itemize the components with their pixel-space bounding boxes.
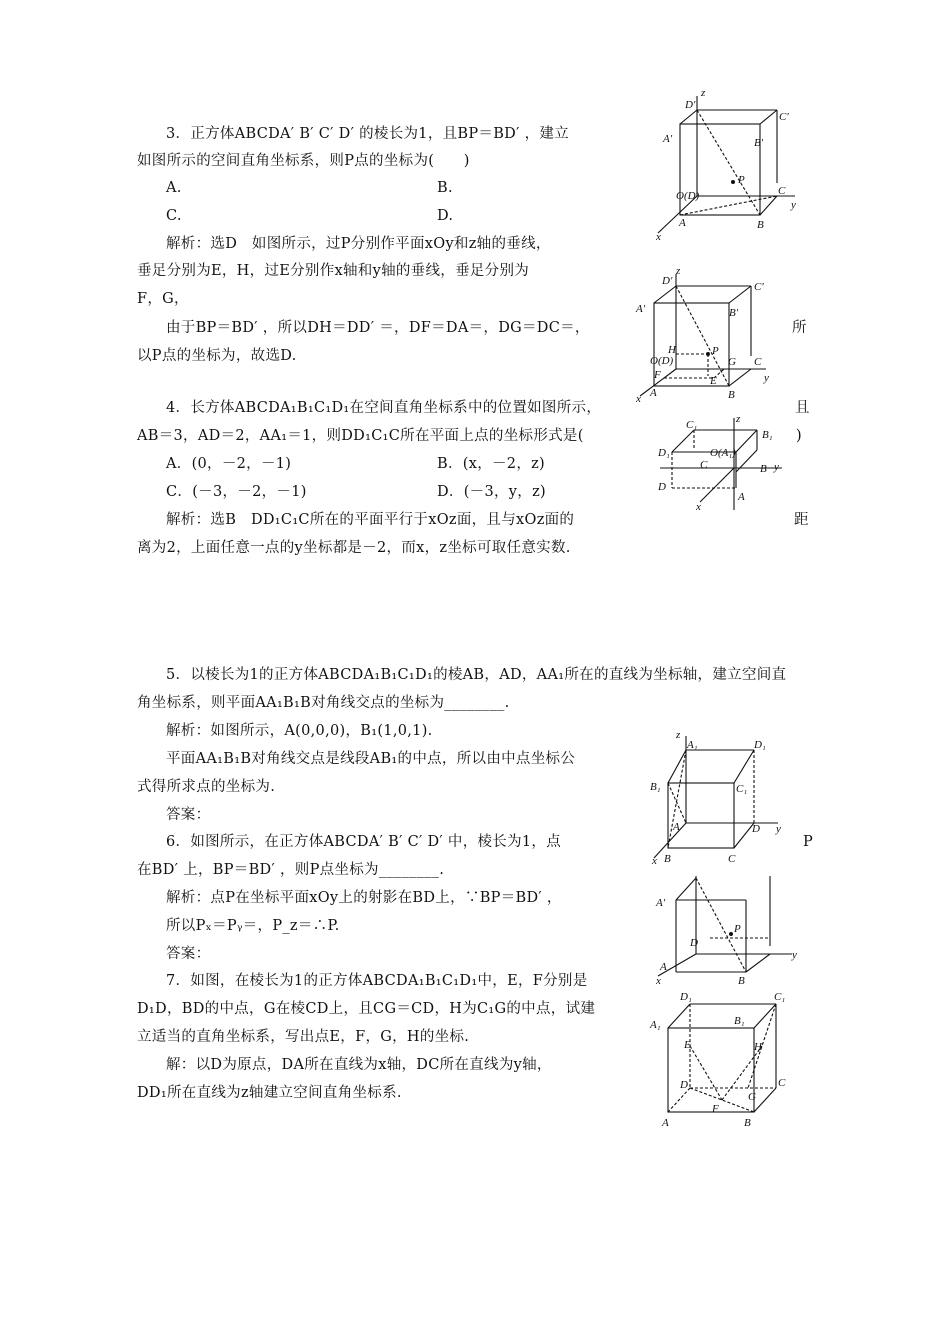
fig1-label: z (701, 87, 706, 99)
fig3-label: C (700, 459, 708, 471)
fig3-label: D (658, 481, 666, 493)
q6-text-line: 6．如图所示，在正方体ABCDA′ B′ C′ D′ 中，棱长为1，点 (166, 834, 562, 850)
q6-solution-line: 所以Pₓ＝Pᵧ＝，P_z＝∴P. (166, 918, 340, 934)
fig4-label: D₁ (754, 739, 766, 751)
fig6-label: A₁ (650, 1019, 661, 1031)
q4-text-line-end: 且 (795, 400, 810, 416)
fig1-label: O(D) (676, 190, 700, 202)
fig2-label: P (712, 345, 719, 357)
fig6-label: D (680, 1079, 688, 1091)
fig6-label: A (662, 1117, 669, 1129)
fig3-label: B₁ (762, 429, 773, 441)
fig3-label: C₁ (686, 419, 698, 431)
cube-figure-5 (650, 876, 810, 986)
fig2-label: B′ (729, 307, 739, 319)
q5-solution-line: 式得所求点的坐标为. (137, 779, 276, 795)
fig2-label: G (728, 356, 736, 368)
q3-option-c: C. (166, 208, 182, 224)
fig1-label: C (778, 185, 786, 197)
fig3-label: y (774, 461, 779, 473)
q7-text-line: D₁D，BD的中点，G在棱CD上，且CG＝CD，H为C₁G的中点，试建 (137, 1001, 596, 1017)
fig1-label: B′ (754, 137, 764, 149)
fig2-label: C (754, 356, 762, 368)
fig6-label: D₁ (680, 991, 692, 1003)
fig4-label: C (728, 853, 736, 865)
fig5-label: x (656, 975, 661, 987)
fig6-label: F (712, 1103, 719, 1115)
q4-option-d: D．(－3，y，z) (437, 484, 546, 500)
q3-option-b: B. (437, 180, 453, 196)
fig4-label: A₁ (687, 739, 698, 751)
q5-answer: 答案： (166, 807, 211, 823)
fig6-label: B₁ (734, 1015, 745, 1027)
fig6-label: C (778, 1077, 786, 1089)
fig4-label: x (652, 855, 657, 867)
q4-option-b: B．(x，－2，z) (437, 456, 546, 472)
fig2-label: x (636, 393, 641, 405)
q4-text-line-end: ) (796, 428, 802, 444)
fig1-label: A (679, 217, 686, 229)
q3-solution-line: 解析：选D 如图所示，过P分别作平面xOy和z轴的垂线， (166, 236, 551, 252)
fig5-label: A (660, 961, 667, 973)
fig2-label: O(D) (650, 355, 674, 367)
q5-solution-line: 解析：如图所示，A(0,0,0)，B₁(1,0,1). (166, 723, 433, 739)
fig1-label: P (738, 174, 745, 186)
fig2-label: E (710, 375, 717, 387)
fig3-label: A (738, 491, 745, 503)
fig6-label: E (684, 1039, 691, 1051)
q7-text-line: 立适当的直角坐标系，写出点E，F，G，H的坐标. (137, 1029, 470, 1045)
fig2-label: C′ (754, 281, 764, 293)
fig2-label: z (676, 265, 681, 277)
q3-option-a: A. (166, 180, 182, 196)
fig3-label: D₁ (658, 447, 670, 459)
box-figure-3 (652, 410, 792, 520)
q6-text-line-end: P (803, 834, 814, 850)
fig1-label: D′ (685, 99, 696, 111)
fig6-label: C₁ (774, 991, 786, 1003)
fig5-label: B (738, 975, 745, 987)
fig2-label: A′ (636, 303, 646, 315)
fig3-label: B (760, 463, 767, 475)
fig2-label: F (654, 369, 661, 381)
cube-figure-1 (650, 88, 810, 243)
fig1-label: A′ (663, 133, 673, 145)
fig1-label: y (791, 199, 796, 211)
q5-text-line: 角坐标系，则平面AA₁B₁B对角线交点的坐标为________. (137, 695, 510, 711)
q3-option-d: D. (437, 208, 454, 224)
fig1-label: B (757, 219, 764, 231)
q7-solution-line: 解：以D为原点，DA所在直线为x轴，DC所在直线为y轴， (166, 1057, 552, 1073)
q5-text-line: 5．以棱长为1的正方体ABCDA₁B₁C₁D₁的棱AB，AD，AA₁所在的直线为坐标轴，建立空间直 (166, 667, 787, 683)
q4-text-line: AB＝3，AD＝2，AA₁＝1，则DD₁C₁C所在平面上点的坐标形式是( (137, 428, 584, 444)
fig6-label: H (754, 1041, 762, 1053)
fig6-label: G (748, 1091, 756, 1103)
fig4-label: B₁ (650, 781, 661, 793)
fig4-label: z (676, 729, 681, 741)
fig4-label: C₁ (736, 783, 748, 795)
q6-answer: 答案： (166, 946, 211, 962)
q6-solution-line: 解析：点P在坐标平面xOy上的射影在BD上，∵BP＝BD′ ， (166, 890, 562, 906)
q5-solution-line: 平面AA₁B₁B对角线交点是线段AB₁的中点，所以由中点坐标公 (166, 751, 576, 767)
fig2-label: B (728, 389, 735, 401)
fig5-label: A′ (656, 897, 666, 909)
q6-text-line: 在BD′ 上，BP＝BD′ ，则P点坐标为________. (137, 862, 445, 878)
q3-text-line: 如图所示的空间直角坐标系，则P点的坐标为( ) (137, 153, 470, 169)
q3-solution-line-end: 所 (792, 320, 807, 336)
fig2-label: H (668, 344, 676, 356)
q4-solution-line: 解析：选B DD₁C₁C所在的平面平行于xOz面，且与xOz面的 (166, 512, 575, 528)
q7-text-line: 7．如图，在棱长为1的正方体ABCDA₁B₁C₁D₁中，E，F分别是 (166, 973, 588, 989)
q3-solution-line: 以P点的坐标为，故选D. (137, 348, 297, 364)
fig2-label: A (650, 387, 657, 399)
q3-solution-line: F，G， (137, 291, 189, 307)
q3-text-line: 3．正方体ABCDA′ B′ C′ D′ 的棱长为1，且BP＝BD′ ，建立 (166, 126, 570, 142)
fig1-label: C′ (779, 111, 789, 123)
fig3-label: z (736, 413, 741, 425)
cube-figure-4 (648, 728, 788, 868)
q4-option-a: A．(0，－2，－1) (166, 456, 292, 472)
fig2-label: D′ (662, 275, 673, 287)
q4-solution-line-end: 距 (794, 512, 809, 528)
fig5-label: y (792, 949, 797, 961)
fig4-label: A (673, 821, 680, 833)
fig5-label: D (690, 937, 698, 949)
fig2-label: y (764, 372, 769, 384)
q3-solution-line: 由于BP＝BD′ ，所以DH＝DD′ ＝，DF＝DA＝，DG＝DC＝， (166, 320, 590, 336)
cube-figure-6 (648, 990, 798, 1130)
q4-option-c: C．(－3，－2，－1) (166, 484, 307, 500)
q4-text-line: 4．长方体ABCDA₁B₁C₁D₁在空间直角坐标系中的位置如图所示， (166, 400, 602, 416)
q7-solution-line: DD₁所在直线为z轴建立空间直角坐标系. (137, 1085, 402, 1101)
fig4-label: y (776, 823, 781, 835)
cube-figure-2 (628, 266, 788, 406)
fig5-label: P (734, 923, 741, 935)
fig1-label: x (656, 231, 661, 243)
fig4-label: B (664, 853, 671, 865)
fig6-label: B (744, 1117, 751, 1129)
fig4-label: D (752, 823, 760, 835)
fig3-label: x (696, 501, 701, 513)
q4-solution-line: 离为2，上面任意一点的y坐标都是－2，而x，z坐标可取任意实数. (137, 540, 571, 556)
fig3-label: O(A₁) (710, 447, 736, 459)
q3-solution-line: 垂足分别为E，H，过E分别作x轴和y轴的垂线，垂足分别为 (137, 263, 530, 279)
